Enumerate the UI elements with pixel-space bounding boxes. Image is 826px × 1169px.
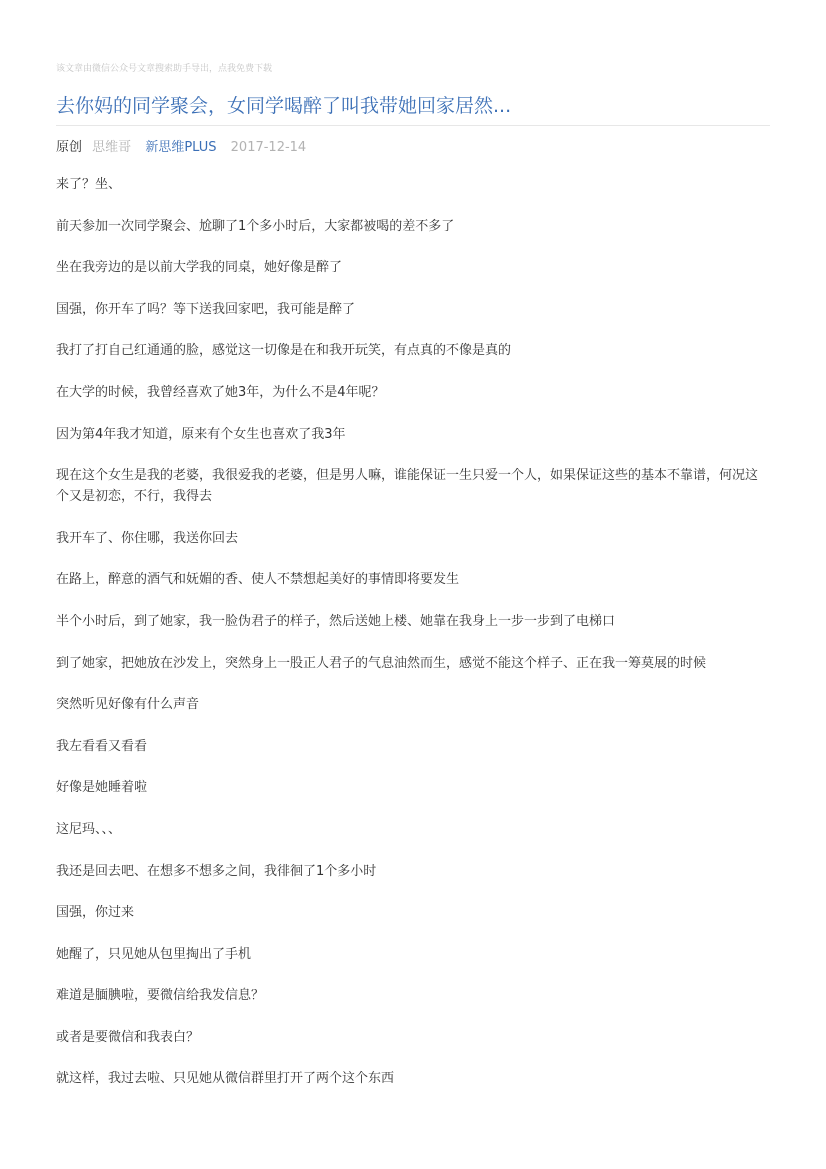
paragraph: 国强，你过来 — [56, 905, 135, 921]
paragraph: 到了她家，把她放在沙发上，突然身上一股正人君子的气息油然而生，感觉不能这个样子、正在我一筹莫展的时候 — [56, 655, 707, 671]
article-body — [56, 174, 770, 1110]
paragraph: 我还是回去吧、在想多不想多之间，我徘徊了1个多小时 — [56, 863, 377, 879]
paragraph: 来了？坐、 — [56, 177, 122, 192]
paragraph: 在路上，醉意的酒气和妩媚的香、使人不禁想起美好的事情即将要发生 — [56, 572, 460, 588]
export-notice-link[interactable]: 该文章由微信公众号文章搜索助手导出，点我免费下载 — [56, 64, 273, 74]
paragraph: 前天参加一次同学聚会、尬聊了1个多小时后，大家都被喝的差不多了 — [56, 218, 455, 234]
paragraph: 现在这个女生是我的老婆，我很爱我的老婆，但是男人嘛，谁能保证一生只爱一个人，如果保证这些的基本不靠谱，何况这个又是初恋，不行，我得去 — [56, 468, 759, 505]
article-title: 去你妈的同学聚会，女同学喝醉了叫我带她回家居然... — [56, 95, 512, 117]
paragraph: 我打了打自己红通通的脸，感觉这一切像是在和我开玩笑，有点真的不像是真的 — [56, 343, 512, 359]
account-link[interactable]: 新思维PLUS — [145, 140, 217, 155]
paragraph: 我左看看又看看 — [56, 738, 148, 754]
paragraph: 难道是腼腆啦，要微信给我发信息？ — [56, 988, 265, 1004]
paragraph: 这尼玛、、、 — [56, 821, 122, 837]
paragraph: 坐在我旁边的是以前大学我的同桌，她好像是醉了 — [56, 260, 343, 276]
paragraph: 半个小时后，到了她家，我一脸伪君子的样子，然后送她上楼、她靠在我身上一步一步到了电梯口 — [56, 613, 616, 629]
title-divider — [56, 125, 770, 126]
paragraph: 我开车了、你住哪，我送你回去 — [56, 530, 239, 546]
original-label: 原创 — [56, 140, 83, 155]
paragraph: 突然听见好像有什么声音 — [56, 697, 200, 713]
paragraph: 国强，你开车了吗？等下送我回家吧，我可能是醉了 — [56, 301, 356, 317]
paragraph: 因为第4年我才知道，原来有个女生也喜欢了我3年 — [56, 426, 346, 442]
paragraph: 就这样，我过去啦、只见她从微信群里打开了两个这个东西 — [56, 1071, 395, 1087]
article-meta — [56, 139, 316, 157]
author-name: 思维哥 — [92, 140, 132, 155]
paragraph: 好像是她睡着啦 — [56, 780, 148, 796]
paragraph: 或者是要微信和我表白？ — [56, 1029, 200, 1045]
paragraph: 她醒了，只见她从包里掏出了手机 — [56, 946, 252, 962]
publish-date: 2017-12-14 — [230, 140, 307, 155]
paragraph: 在大学的时候，我曾经喜欢了她3年，为什么不是4年呢？ — [56, 384, 385, 400]
